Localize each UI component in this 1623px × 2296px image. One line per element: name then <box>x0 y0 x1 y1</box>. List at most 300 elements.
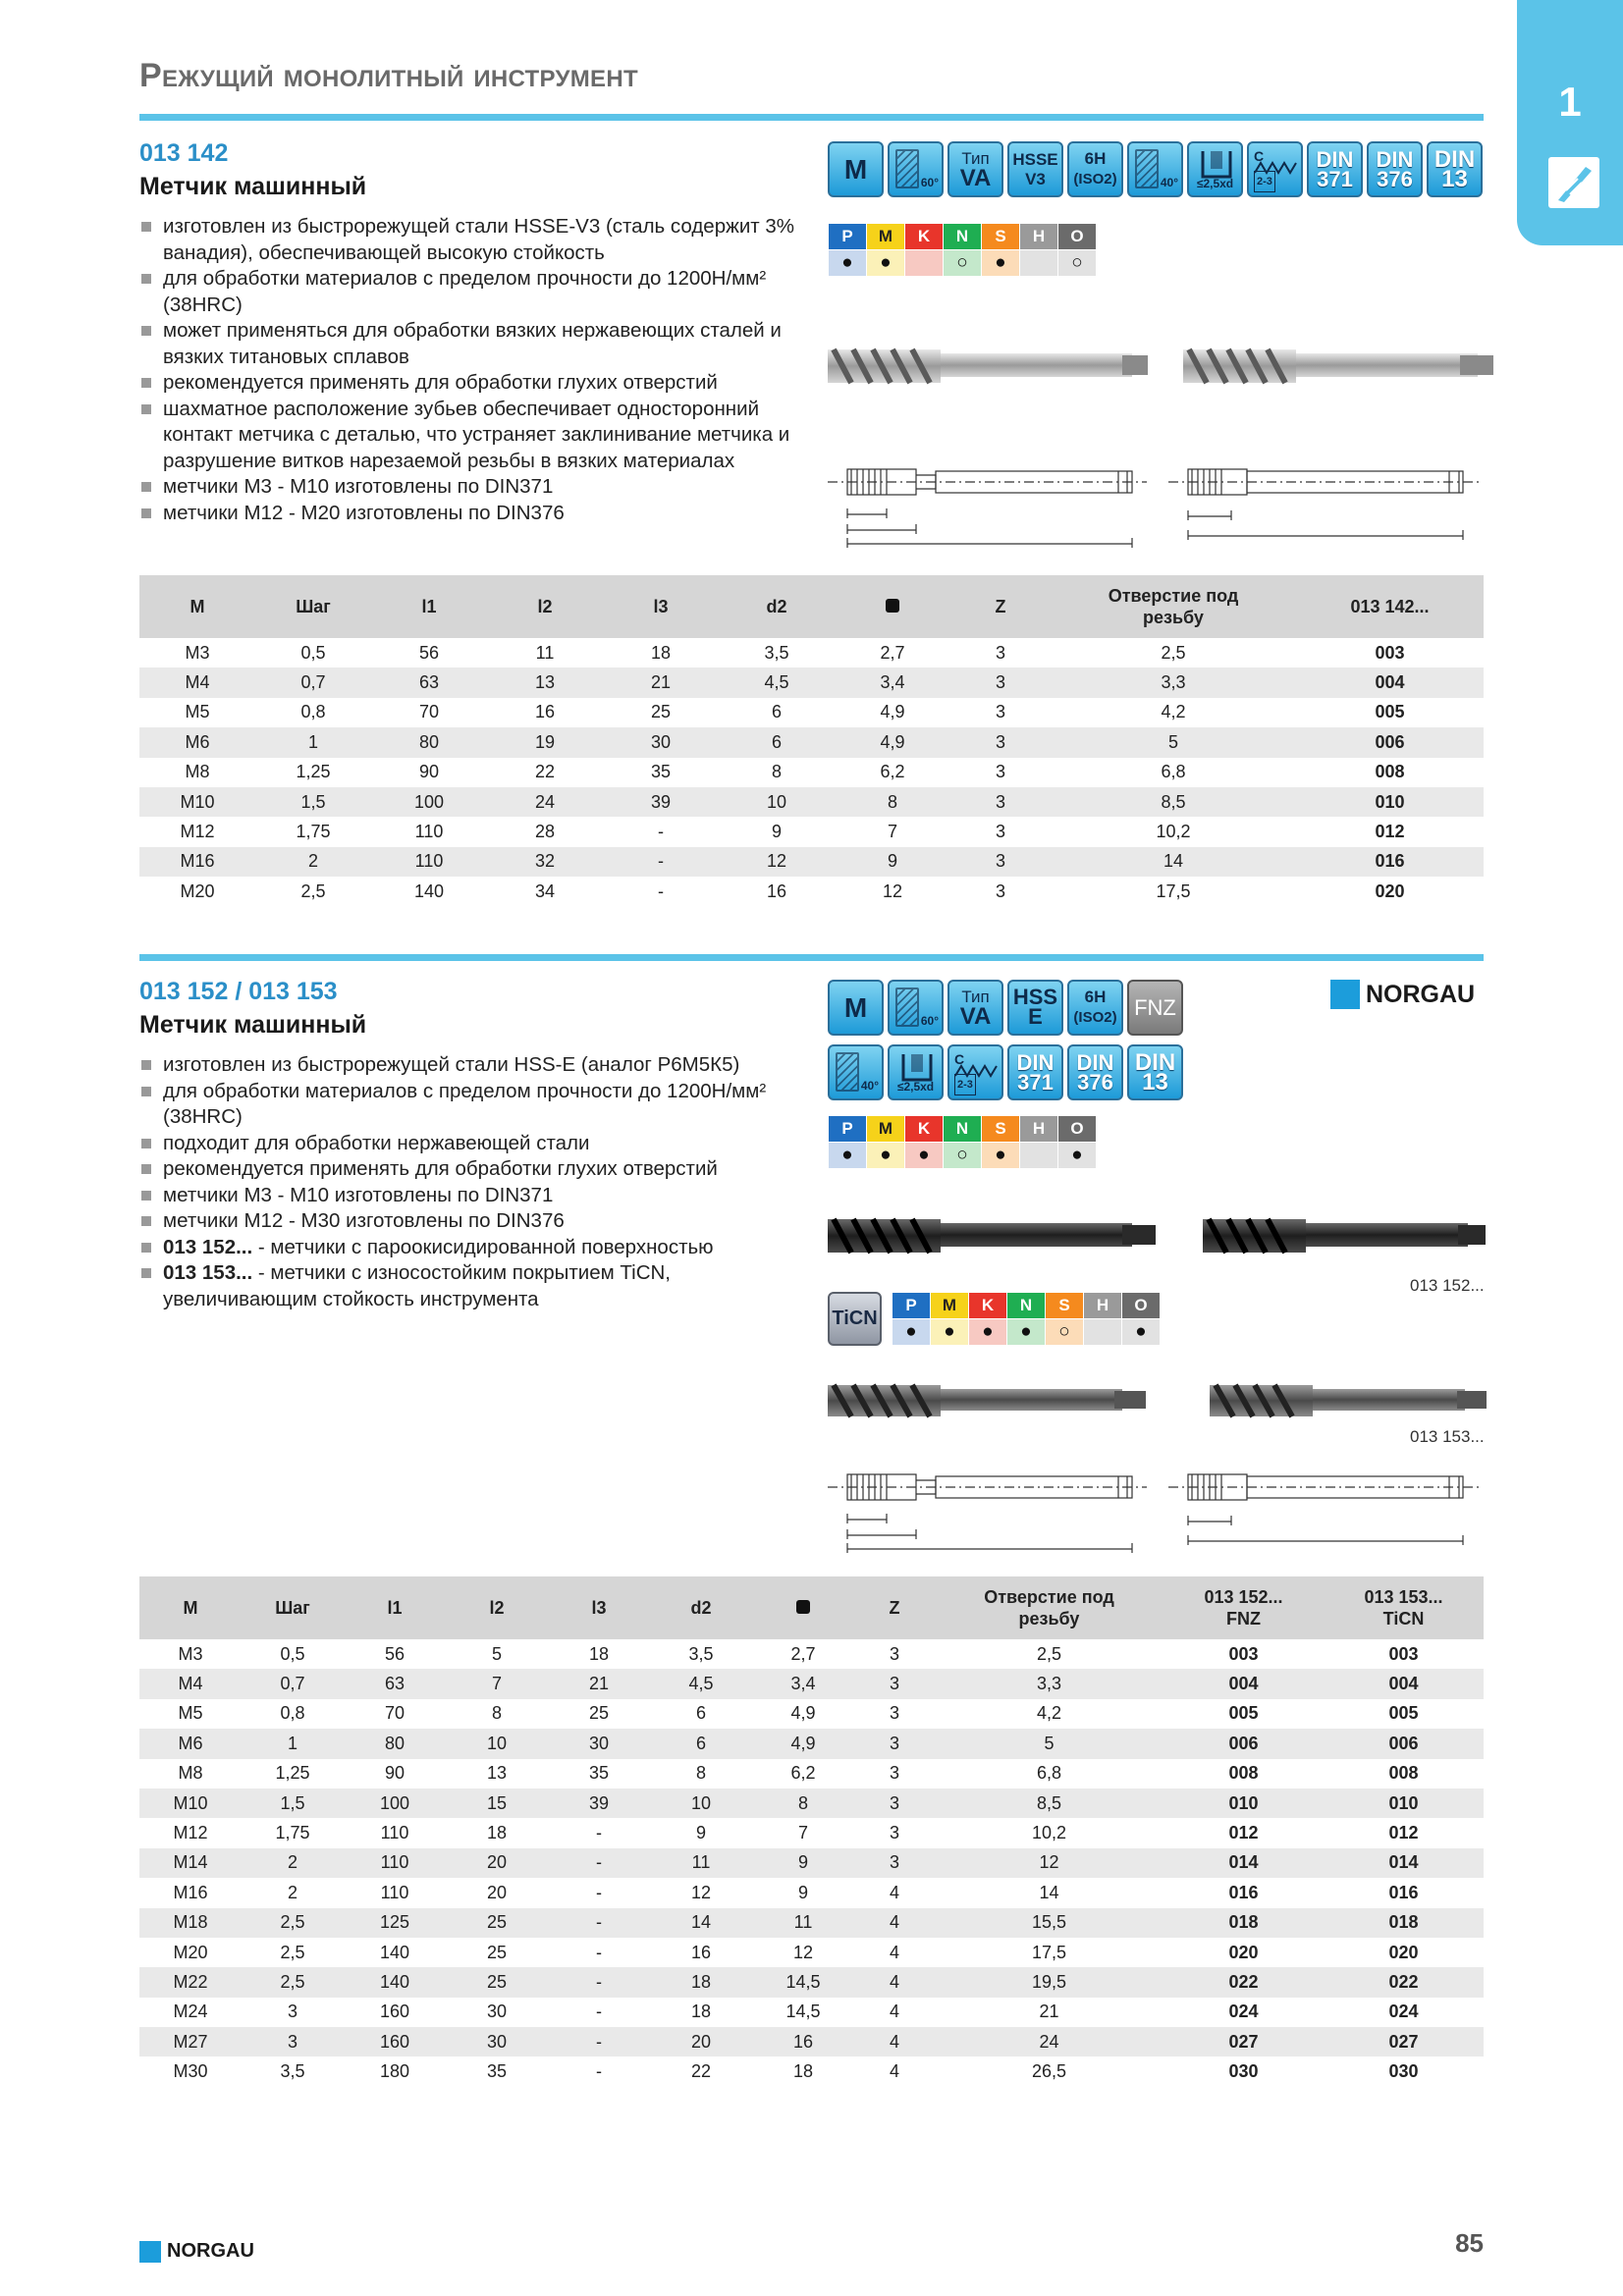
table-cell: 14,5 <box>752 1967 854 1997</box>
table-row <box>139 1669 1484 1698</box>
col-header: l2 <box>446 1576 548 1639</box>
table-row <box>139 1967 1484 1997</box>
din-371-icon: DIN 371 <box>1007 1044 1063 1100</box>
tap-photo-fnz-long <box>1203 1213 1488 1258</box>
material-k: K <box>969 1293 1007 1319</box>
table-cell: 18 <box>690 2002 712 2022</box>
table-cell: 20 <box>486 1882 508 1902</box>
table-cell: 70 <box>384 1703 406 1724</box>
suitability-mark: ● <box>982 1143 1020 1169</box>
col-header: l2 <box>487 575 603 638</box>
table-cell: 14 <box>1039 1882 1059 1902</box>
table-cell: 20 <box>446 1848 548 1878</box>
table-cell: 3 <box>950 847 1051 877</box>
din-13-icon: DIN 13 <box>1427 141 1483 197</box>
table-cell: 4,9 <box>835 727 950 757</box>
table-cell: 10 <box>719 787 835 817</box>
table-cell: 0,7 <box>242 1669 344 1698</box>
table-cell: 110 <box>344 1848 446 1878</box>
order-code-cell: 010 <box>1324 1789 1484 1818</box>
feature-item: метчики М12 - М20 изготовлены по DIN376 <box>139 501 807 527</box>
table-cell: 125 <box>344 1908 446 1938</box>
order-code-cell: 008 <box>1228 1763 1259 1784</box>
table-cell: 1,75 <box>296 822 331 842</box>
material-k: K <box>905 224 944 250</box>
suitability-mark <box>1020 250 1058 277</box>
table-cell: 110 <box>380 1823 409 1843</box>
order-code-cell: 030 <box>1228 2061 1259 2082</box>
feature-item: подходит для обработки нержавеющей стали <box>139 1131 807 1157</box>
feature-item: метчики М12 - М30 изготовлены по DIN376 <box>139 1208 807 1235</box>
table-row <box>139 847 1484 877</box>
col-header: Z <box>854 1576 935 1639</box>
table-cell: M3 <box>178 1643 203 1664</box>
tool-label-fnz: 013 152... <box>1410 1276 1485 1295</box>
material-hss-e-icon: HSS E <box>1007 980 1063 1036</box>
type-va-icon: Тип VA <box>947 980 1003 1036</box>
order-code-cell: 006 <box>1296 727 1484 757</box>
table-cell: 3 <box>995 881 1005 901</box>
col-header: d2 <box>719 575 835 638</box>
suitability-mark <box>905 250 944 277</box>
material-o: O <box>1058 224 1097 250</box>
table-cell: - <box>596 1882 602 1902</box>
table-cell: M22 <box>139 1967 242 1997</box>
section1-title: Метчик машинный <box>139 173 367 200</box>
suitability-mark: ○ <box>1058 250 1097 277</box>
feature-item: шахматное расположение зубьев обеспечивает односторонний контакт метчика с деталью, что устраняет заклинивание метчика и разрушение витков нарезаемой резьбы в вязких материалах <box>139 397 807 475</box>
material-s: S <box>982 224 1020 250</box>
table-cell: 14 <box>1051 847 1296 877</box>
feature-item: 013 152... - метчики с пароокисидированной поверхностью <box>139 1235 807 1261</box>
table-cell: - <box>548 2027 650 2056</box>
table-row <box>139 1938 1484 1967</box>
section2-spec-table <box>139 1576 1484 2087</box>
table-cell: 56 <box>384 1643 406 1664</box>
table-cell: - <box>658 822 664 842</box>
material-k: K <box>905 1116 944 1143</box>
table-cell: 2 <box>255 847 371 877</box>
table-cell: 4 <box>889 1942 899 1962</box>
col-header: Z <box>950 575 1051 638</box>
table-row <box>139 1789 1484 1818</box>
order-code-cell: 020 <box>1375 881 1405 901</box>
table-cell: 80 <box>371 727 487 757</box>
footer-norgau-logo: NORGAU <box>139 2240 254 2263</box>
table-cell: 140 <box>379 1942 410 1962</box>
table-cell: M30 <box>173 2061 208 2082</box>
order-code-cell: 004 <box>1296 667 1484 697</box>
table-cell: 6,2 <box>790 1763 816 1784</box>
table-cell: 9 <box>695 1823 706 1843</box>
chamfer-icon: C 2-3 <box>947 1044 1003 1100</box>
suitability-mark: ● <box>829 250 867 277</box>
table-row <box>139 1729 1484 1758</box>
table-cell: 1,75 <box>275 1823 310 1843</box>
order-code-cell: 014 <box>1324 1848 1484 1878</box>
col-header: 013 142... <box>1296 575 1484 638</box>
table-cell: 3,5 <box>688 1643 714 1664</box>
table-cell: 3,4 <box>835 667 950 697</box>
table-cell: 1,25 <box>296 762 331 782</box>
table-cell: 8,5 <box>1051 787 1296 817</box>
table-cell: M14 <box>139 1848 242 1878</box>
section-divider <box>139 954 1484 961</box>
table-cell: 30 <box>548 1729 650 1758</box>
table-cell: 9 <box>752 1848 854 1878</box>
order-code-cell: 018 <box>1163 1908 1324 1938</box>
material-m: M <box>867 224 905 250</box>
table-cell: 3 <box>242 2027 344 2056</box>
order-code-cell: 003 <box>1388 1643 1419 1664</box>
table-cell: 12 <box>935 1848 1163 1878</box>
table-cell: 17,5 <box>1031 1942 1067 1962</box>
material-h: H <box>1020 1116 1058 1143</box>
table-cell: 10,2 <box>1156 822 1191 842</box>
blind-hole-depth-icon: ≤2,5xd <box>888 1044 944 1100</box>
table-cell: M20 <box>180 881 215 901</box>
table-row <box>139 1878 1484 1907</box>
table-cell: 4,9 <box>880 702 905 722</box>
table-cell: 9 <box>797 1882 808 1902</box>
table-cell: 35 <box>588 1763 610 1784</box>
table-cell: 3,5 <box>280 2061 305 2082</box>
table-cell: 4 <box>889 1882 899 1902</box>
logo-square-icon <box>1330 980 1360 1009</box>
material-m: M <box>867 1116 905 1143</box>
order-code-cell: 014 <box>1163 1848 1324 1878</box>
thread-angle-icon: 60° <box>888 980 944 1036</box>
order-code-cell: 006 <box>1324 1729 1484 1758</box>
table-cell: 21 <box>548 1669 650 1698</box>
suitability-mark: ● <box>969 1319 1007 1346</box>
order-code-cell: 005 <box>1228 1703 1259 1724</box>
table-cell: 0,5 <box>300 642 326 663</box>
spiral-angle-icon: 40° <box>828 1044 884 1100</box>
tap-drawing-short <box>828 450 1152 548</box>
material-p: P <box>829 1116 867 1143</box>
table-cell: 16 <box>690 1942 712 1962</box>
order-code-cell: 004 <box>1324 1669 1484 1698</box>
table-cell: 4 <box>889 2061 899 2082</box>
suitability-mark <box>1084 1319 1122 1346</box>
order-code-cell: 027 <box>1324 2027 1484 2056</box>
table-cell: 18 <box>650 1967 752 1997</box>
table-cell: 3 <box>950 727 1051 757</box>
table-cell: 15,5 <box>935 1908 1163 1938</box>
table-cell: 3 <box>950 787 1051 817</box>
table-cell: 4,2 <box>1036 1703 1062 1724</box>
order-code-cell: 003 <box>1375 642 1405 663</box>
norgau-logo: NORGAU <box>1330 980 1475 1009</box>
order-code-cell: 004 <box>1163 1669 1324 1698</box>
table-row <box>139 1759 1484 1789</box>
col-header: M <box>139 1576 242 1639</box>
suitability-mark: ● <box>931 1319 969 1346</box>
table-row <box>139 1998 1484 2027</box>
col-header: l1 <box>371 575 487 638</box>
table-cell: M8 <box>185 762 210 782</box>
table-cell: 17,5 <box>1156 881 1191 901</box>
table-cell: 9 <box>771 822 782 842</box>
table-cell: 18 <box>588 1643 610 1664</box>
table-cell: 15 <box>446 1789 548 1818</box>
table-cell: 11 <box>535 642 555 663</box>
section2-title: Метчик машинный <box>139 1011 367 1039</box>
table-row <box>139 2056 1484 2086</box>
col-header: l1 <box>344 1576 446 1639</box>
table-cell: 4,9 <box>752 1729 854 1758</box>
type-va-icon: Тип VA <box>947 141 1003 197</box>
table-cell: 3 <box>995 822 1005 842</box>
table-cell: 6,8 <box>1036 1763 1062 1784</box>
table-cell: M6 <box>139 727 255 757</box>
table-cell: 4 <box>854 1908 935 1938</box>
table-cell: M24 <box>173 2002 208 2022</box>
tolerance-icon: 6H (ISO2) <box>1067 141 1123 197</box>
drill-bit-icon <box>1548 157 1599 208</box>
logo-square-icon <box>139 2241 161 2263</box>
table-row <box>139 638 1484 667</box>
table-cell: 6 <box>650 1729 752 1758</box>
col-header: Отверстие под резьбу <box>1051 575 1296 638</box>
table-cell: 160 <box>379 2002 410 2022</box>
table-cell: 19 <box>487 727 603 757</box>
table-cell: 4 <box>854 1967 935 1997</box>
table-cell: 39 <box>603 787 719 817</box>
table-cell: M8 <box>178 1763 203 1784</box>
table-cell: 110 <box>414 822 444 842</box>
table-cell: 3 <box>854 1669 935 1698</box>
table-cell: 110 <box>380 1882 409 1902</box>
metric-thread-icon: M <box>828 980 884 1036</box>
table-cell: 12 <box>882 881 903 901</box>
section2-icon-row-1 <box>828 980 1183 1036</box>
table-cell: 2,5 <box>300 881 326 901</box>
material-n: N <box>944 224 982 250</box>
suitability-mark: ● <box>893 1319 931 1346</box>
table-cell: 1,25 <box>275 1763 310 1784</box>
order-code-cell: 016 <box>1228 1882 1259 1902</box>
material-m: M <box>931 1293 969 1319</box>
table-cell: 24 <box>487 787 603 817</box>
section2-material-matrix-ticn <box>892 1292 1161 1346</box>
table-cell: 3 <box>287 2002 298 2022</box>
material-p: P <box>829 224 867 250</box>
table-cell: 63 <box>344 1669 446 1698</box>
table-cell: 5 <box>935 1729 1163 1758</box>
material-o: O <box>1122 1293 1161 1319</box>
order-code-cell: 016 <box>1388 1882 1419 1902</box>
col-header: d2 <box>650 1576 752 1639</box>
table-cell: 24 <box>935 2027 1163 2056</box>
fnz-coating-icon: FNZ <box>1127 980 1183 1036</box>
col-header-square <box>835 575 950 638</box>
tap-photo-fnz-short <box>828 1213 1162 1258</box>
table-cell: 4,2 <box>1161 702 1186 722</box>
table-cell: 34 <box>534 881 556 901</box>
table-row <box>139 727 1484 757</box>
metric-thread-icon: M <box>828 141 884 197</box>
table-cell: 1,5 <box>255 787 371 817</box>
table-cell: - <box>603 847 719 877</box>
suitability-mark <box>1020 1143 1058 1169</box>
table-cell: 3 <box>854 1848 935 1878</box>
table-cell: 3,3 <box>935 1669 1163 1698</box>
table-cell: M16 <box>173 1882 208 1902</box>
feature-item: метчики М3 - М10 изготовлены по DIN371 <box>139 1183 807 1209</box>
table-cell: 8 <box>752 1789 854 1818</box>
material-s: S <box>982 1116 1020 1143</box>
table-cell: 9 <box>835 847 950 877</box>
table-row <box>139 698 1484 727</box>
table-cell: 12 <box>792 1942 814 1962</box>
table-cell: 2,7 <box>790 1643 816 1664</box>
suitability-mark: ● <box>982 250 1020 277</box>
table-cell: 8 <box>491 1703 502 1724</box>
suitability-mark: ● <box>867 1143 905 1169</box>
din-371-icon: DIN 371 <box>1307 141 1363 197</box>
tap-drawing-long <box>1168 1455 1483 1553</box>
table-cell: 3 <box>854 1789 935 1818</box>
table-row <box>139 1848 1484 1878</box>
table-cell: 3 <box>889 1823 899 1843</box>
table-cell: 2,5 <box>1036 1643 1062 1664</box>
material-hsse-icon: HSSE V3 <box>1007 141 1063 197</box>
order-code-cell: 005 <box>1375 702 1405 722</box>
table-cell: 11 <box>650 1848 752 1878</box>
table-cell: 4,5 <box>650 1669 752 1698</box>
thread-angle-icon: 60° <box>888 141 944 197</box>
section1-icon-row <box>828 141 1483 197</box>
table-cell: M16 <box>139 847 255 877</box>
suitability-mark: ● <box>1007 1319 1046 1346</box>
table-cell: 14 <box>650 1908 752 1938</box>
section2-icon-row-2 <box>828 1044 1183 1100</box>
table-cell: 3,3 <box>1051 667 1296 697</box>
chapter-number: 1 <box>1558 79 1582 125</box>
chapter-tab[interactable] <box>1517 0 1623 245</box>
table-cell: 25 <box>446 1967 548 1997</box>
material-n: N <box>1007 1293 1046 1319</box>
table-cell: 3 <box>854 1729 935 1758</box>
table-cell: 13 <box>486 1763 508 1784</box>
col-header: Шаг <box>255 575 371 638</box>
table-cell: 90 <box>418 762 440 782</box>
table-cell: 6 <box>771 702 782 722</box>
table-cell: 1 <box>242 1729 344 1758</box>
table-cell: 80 <box>344 1729 446 1758</box>
table-cell: 6 <box>719 727 835 757</box>
order-code-cell: 012 <box>1388 1823 1419 1843</box>
feature-item: изготовлен из быстрорежущей стали HSSE-V3 (сталь содержит 3% ванадия), обеспечивающей высокую стойкость <box>139 214 807 266</box>
table-row <box>139 2027 1484 2056</box>
table-cell: - <box>548 1967 650 1997</box>
table-cell: M5 <box>178 1703 203 1724</box>
feature-item: для обработки материалов с пределом прочности до 1200Н/мм² (38HRC) <box>139 1079 807 1131</box>
table-cell: 3 <box>995 702 1005 722</box>
order-code-cell: 020 <box>1228 1942 1259 1962</box>
feature-item: рекомендуется применять для обработки глухих отверстий <box>139 1156 807 1183</box>
table-cell: 160 <box>344 2027 446 2056</box>
material-h: H <box>1020 224 1058 250</box>
table-cell: - <box>596 2002 602 2022</box>
din-376-icon: DIN 376 <box>1367 141 1423 197</box>
table-cell: 4 <box>889 2002 899 2022</box>
material-n: N <box>944 1116 982 1143</box>
table-cell: 4 <box>854 2027 935 2056</box>
table-cell: 30 <box>603 727 719 757</box>
table-cell: 0,7 <box>255 667 371 697</box>
table-cell: 3 <box>889 1763 899 1784</box>
table-cell: 6,2 <box>880 762 905 782</box>
tap-photo-ticn-short <box>828 1380 1152 1421</box>
col-header: 013 152... FNZ <box>1163 1576 1324 1639</box>
tap-drawing-long <box>1168 450 1483 548</box>
order-code-cell: 006 <box>1163 1729 1324 1758</box>
table-cell: 3,4 <box>752 1669 854 1698</box>
table-cell: 90 <box>384 1763 406 1784</box>
table-cell: 6 <box>695 1703 706 1724</box>
table-cell: 25 <box>588 1703 610 1724</box>
table-cell: 180 <box>379 2061 410 2082</box>
table-cell: 22 <box>534 762 556 782</box>
table-cell: - <box>548 1908 650 1938</box>
table-cell: 0,8 <box>300 702 326 722</box>
table-cell: 21 <box>1039 2002 1059 2022</box>
page-title: Режущий монолитный инструмент <box>139 57 638 94</box>
table-cell: 8 <box>695 1763 706 1784</box>
table-cell: 2,7 <box>880 642 905 663</box>
order-code-cell: 030 <box>1388 2061 1419 2082</box>
table-cell: 4,5 <box>719 667 835 697</box>
table-cell: - <box>596 1823 602 1843</box>
table-cell: 8 <box>835 787 950 817</box>
table-cell: 100 <box>371 787 487 817</box>
table-cell: 8,5 <box>935 1789 1163 1818</box>
table-cell: 56 <box>418 642 440 663</box>
tool-label-ticn: 013 153... <box>1410 1427 1485 1446</box>
col-header: l3 <box>603 575 719 638</box>
table-cell: 10 <box>650 1789 752 1818</box>
spiral-angle-icon: 40° <box>1127 141 1183 197</box>
table-cell: 11 <box>752 1908 854 1938</box>
table-cell: 2,5 <box>280 1942 305 1962</box>
table-cell: M10 <box>139 787 255 817</box>
suitability-mark: ● <box>1058 1143 1097 1169</box>
table-cell: M20 <box>173 1942 208 1962</box>
table-cell: 12 <box>690 1882 712 1902</box>
table-cell: 20 <box>650 2027 752 2056</box>
table-cell: M4 <box>139 1669 242 1698</box>
blind-hole-depth-icon: ≤2,5xd <box>1187 141 1243 197</box>
material-o: O <box>1058 1116 1097 1143</box>
ticn-coating-icon: TiCN <box>828 1292 882 1346</box>
material-h: H <box>1084 1293 1122 1319</box>
table-cell: - <box>596 1942 602 1962</box>
table-cell: 18 <box>792 2061 814 2082</box>
feature-item: для обработки материалов с пределом прочности до 1200Н/мм² (38HRC) <box>139 266 807 318</box>
order-code-cell: 005 <box>1388 1703 1419 1724</box>
table-cell: M12 <box>173 1823 208 1843</box>
table-cell: 3 <box>995 762 1005 782</box>
table-cell: 18 <box>486 1823 508 1843</box>
table-cell: 13 <box>487 667 603 697</box>
table-cell: M10 <box>139 1789 242 1818</box>
table-cell: 8 <box>771 762 782 782</box>
table-row <box>139 758 1484 787</box>
table-cell: 18 <box>650 642 672 663</box>
